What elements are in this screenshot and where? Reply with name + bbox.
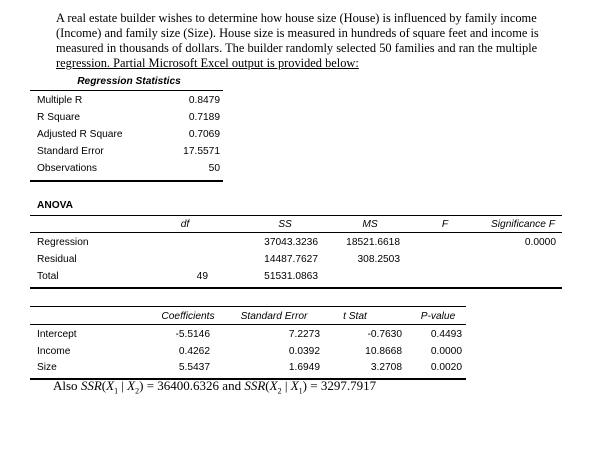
anova-df-value: 49	[196, 271, 208, 282]
coef-value: -5.5146	[175, 329, 210, 340]
coef-value: 5.5437	[178, 362, 210, 373]
coef-row-label: Income	[37, 346, 71, 357]
anova-header-significance: Significance F	[491, 219, 555, 230]
ssr-x2-given-x1-formula: $SSR(X_2$ | $X_1$) =	[244, 378, 321, 396]
intro-line: regression. Partial Microsoft Excel output is provided below:	[56, 56, 359, 70]
ssr-note	[53, 378, 376, 396]
intro-line: measured in thousands of dollars. The builder randomly selected 50 families and ran the multiple	[56, 41, 538, 55]
p-value: 0.0000	[430, 346, 462, 357]
divider	[30, 215, 562, 216]
coef-row-label: Intercept	[37, 329, 77, 340]
problem-statement	[56, 11, 576, 71]
divider	[30, 324, 466, 325]
divider	[30, 90, 223, 91]
ssr-note-prefix: Also	[53, 378, 78, 393]
regression-statistics-title: Regression Statistics	[77, 76, 181, 87]
stat-label: Observations	[37, 163, 98, 174]
stat-value: 0.7069	[188, 129, 220, 140]
anova-header-df: df	[180, 219, 190, 230]
anova-significance-value: 0.0000	[524, 237, 556, 248]
stat-label: Multiple R	[37, 95, 83, 106]
divider	[30, 306, 466, 307]
anova-header-ms: MS	[362, 219, 378, 230]
divider	[30, 287, 562, 289]
coef-header-t-stat: t Stat	[343, 311, 367, 322]
coef-value: 0.4262	[178, 346, 210, 357]
stat-value: 50	[208, 163, 220, 174]
anova-header-f: F	[441, 219, 449, 230]
stat-value: 0.7189	[188, 112, 220, 123]
t-stat-value: 3.2708	[370, 362, 402, 373]
anova-ss-value: 37043.3236	[264, 237, 318, 248]
ssr-note-connector: and	[222, 378, 242, 393]
divider	[30, 180, 223, 182]
intro-line: A real estate builder wishes to determine how house size (House) is influenced by family income	[56, 11, 537, 25]
stat-label: Adjusted R Square	[37, 129, 123, 140]
intro-line: (Income) and family size (Size). House size is measured in hundreds of square feet and income is	[56, 26, 539, 40]
stat-label: R Square	[37, 112, 81, 123]
t-stat-value: 10.8668	[365, 346, 402, 357]
anova-ss-value: 14487.7627	[264, 254, 318, 265]
ssr-x1-given-x2-value: 36400.6326	[157, 378, 220, 393]
stat-label: Standard Error	[37, 146, 104, 157]
standard-error-value: 0.0392	[288, 346, 320, 357]
coef-header-coefficients: Coefficients	[161, 311, 215, 322]
ssr-x1-given-x2-formula: $SSR(X_1$ | $X_2$) =	[80, 378, 158, 396]
anova-row-label: Total	[37, 271, 59, 282]
anova-ss-value: 51531.0863	[264, 271, 318, 282]
anova-ms-value: 18521.6618	[346, 237, 400, 248]
t-stat-value: -0.7630	[367, 329, 402, 340]
divider	[30, 232, 562, 233]
coef-row-label: Size	[37, 362, 57, 373]
coef-header-standard-error: Standard Error	[240, 311, 308, 322]
p-value: 0.4493	[430, 329, 462, 340]
stat-value: 17.5571	[183, 146, 220, 157]
coef-header-p-value: P-value	[420, 311, 456, 322]
anova-title: ANOVA	[37, 200, 74, 211]
ssr-x2-given-x1-value: 3297.7917	[320, 378, 377, 393]
p-value: 0.0020	[430, 362, 462, 373]
anova-row-label: Regression	[37, 237, 89, 248]
standard-error-value: 1.6949	[288, 362, 320, 373]
standard-error-value: 7.2273	[288, 329, 320, 340]
anova-row-label: Residual	[37, 254, 77, 265]
stat-value: 0.8479	[188, 95, 220, 106]
anova-header-ss: SS	[278, 219, 292, 230]
anova-ms-value: 308.2503	[357, 254, 400, 265]
